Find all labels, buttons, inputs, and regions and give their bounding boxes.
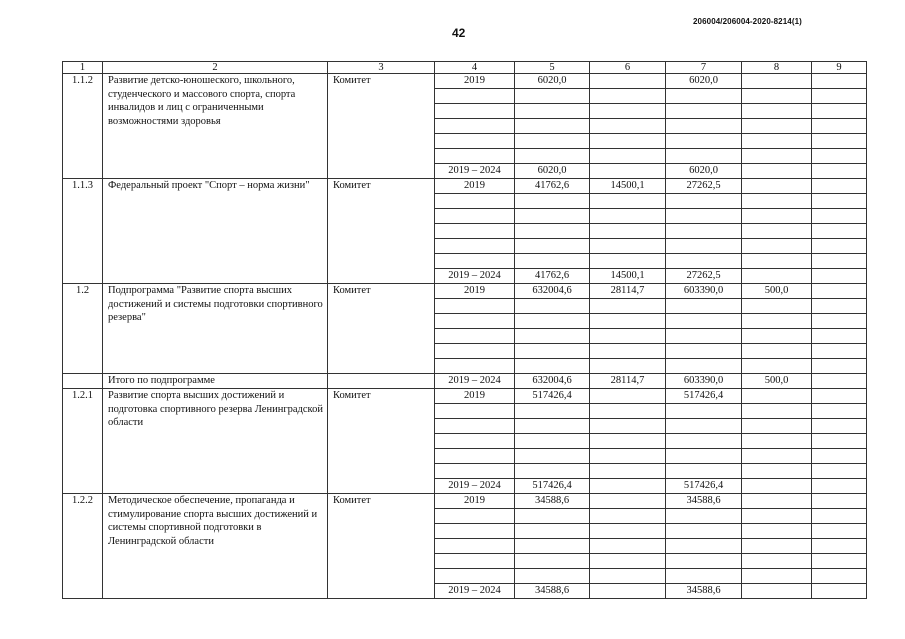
local-cell — [742, 74, 812, 89]
local-cell — [742, 224, 812, 239]
local-cell: 500,0 — [742, 374, 812, 389]
period-cell — [435, 254, 515, 269]
total-cell — [515, 464, 590, 479]
period-cell: 2019 — [435, 179, 515, 194]
local-cell — [742, 149, 812, 164]
local-cell — [742, 344, 812, 359]
local-cell — [742, 509, 812, 524]
regional-cell — [666, 434, 742, 449]
federal-cell — [590, 464, 666, 479]
item-name: Методическое обеспечение, пропаганда и стимулирование спорта высших достижений и системы спортивной подготовки в Ленинградской области — [103, 494, 328, 599]
total-cell — [515, 104, 590, 119]
item-name: Развитие спорта высших достижений и подготовка спортивного резерва Ленинградской области — [103, 389, 328, 494]
local-cell — [742, 314, 812, 329]
regional-cell — [666, 449, 742, 464]
other-cell — [812, 314, 867, 329]
total-cell — [515, 299, 590, 314]
total-cell — [515, 194, 590, 209]
total-cell: 632004,6 — [515, 374, 590, 389]
other-cell — [812, 239, 867, 254]
other-cell — [812, 284, 867, 299]
item-executor — [328, 374, 435, 389]
period-cell — [435, 449, 515, 464]
total-cell: 41762,6 — [515, 179, 590, 194]
federal-cell: 28114,7 — [590, 374, 666, 389]
regional-cell — [666, 299, 742, 314]
period-cell: 2019 — [435, 74, 515, 89]
federal-cell — [590, 119, 666, 134]
other-cell — [812, 224, 867, 239]
other-cell — [812, 134, 867, 149]
other-cell — [812, 404, 867, 419]
regional-cell — [666, 554, 742, 569]
regional-cell — [666, 209, 742, 224]
item-number: 1.1.3 — [63, 179, 103, 284]
other-cell — [812, 524, 867, 539]
local-cell — [742, 134, 812, 149]
federal-cell: 28114,7 — [590, 284, 666, 299]
total-cell: 632004,6 — [515, 284, 590, 299]
local-cell — [742, 179, 812, 194]
total-cell — [515, 119, 590, 134]
other-cell — [812, 89, 867, 104]
federal-cell — [590, 314, 666, 329]
local-cell — [742, 254, 812, 269]
column-header: 9 — [812, 62, 867, 74]
local-cell — [742, 539, 812, 554]
total-cell — [515, 314, 590, 329]
regional-cell: 6020,0 — [666, 164, 742, 179]
period-cell — [435, 299, 515, 314]
period-cell: 2019 – 2024 — [435, 164, 515, 179]
total-cell — [515, 344, 590, 359]
regional-cell — [666, 464, 742, 479]
column-header: 3 — [328, 62, 435, 74]
period-cell — [435, 344, 515, 359]
total-cell — [515, 569, 590, 584]
local-cell — [742, 434, 812, 449]
other-cell — [812, 374, 867, 389]
regional-cell — [666, 134, 742, 149]
total-cell — [515, 524, 590, 539]
local-cell — [742, 554, 812, 569]
total-cell — [515, 329, 590, 344]
local-cell: 500,0 — [742, 284, 812, 299]
total-cell: 34588,6 — [515, 584, 590, 599]
item-executor: Комитет — [328, 179, 435, 284]
period-cell: 2019 — [435, 494, 515, 509]
total-cell — [515, 539, 590, 554]
total-cell — [515, 434, 590, 449]
federal-cell — [590, 479, 666, 494]
regional-cell: 34588,6 — [666, 494, 742, 509]
federal-cell — [590, 224, 666, 239]
local-cell — [742, 389, 812, 404]
period-cell — [435, 359, 515, 374]
total-cell — [515, 134, 590, 149]
item-number: 1.2.1 — [63, 389, 103, 494]
federal-cell — [590, 134, 666, 149]
column-header: 2 — [103, 62, 328, 74]
table-row — [63, 74, 867, 89]
item-number: 1.2 — [63, 284, 103, 374]
other-cell — [812, 149, 867, 164]
table-row — [63, 284, 867, 299]
other-cell — [812, 464, 867, 479]
item-number — [63, 374, 103, 389]
other-cell — [812, 119, 867, 134]
regional-cell — [666, 569, 742, 584]
other-cell — [812, 494, 867, 509]
other-cell — [812, 434, 867, 449]
column-header: 5 — [515, 62, 590, 74]
federal-cell — [590, 89, 666, 104]
period-cell — [435, 524, 515, 539]
item-executor: Комитет — [328, 494, 435, 599]
other-cell — [812, 209, 867, 224]
other-cell — [812, 344, 867, 359]
table-row — [63, 374, 867, 389]
regional-cell: 603390,0 — [666, 284, 742, 299]
other-cell — [812, 269, 867, 284]
regional-cell: 517426,4 — [666, 389, 742, 404]
period-cell — [435, 509, 515, 524]
total-cell — [515, 149, 590, 164]
regional-cell — [666, 254, 742, 269]
period-cell — [435, 329, 515, 344]
period-cell — [435, 554, 515, 569]
federal-cell — [590, 524, 666, 539]
local-cell — [742, 299, 812, 314]
other-cell — [812, 479, 867, 494]
period-cell — [435, 119, 515, 134]
local-cell — [742, 494, 812, 509]
local-cell — [742, 239, 812, 254]
other-cell — [812, 509, 867, 524]
other-cell — [812, 419, 867, 434]
period-cell — [435, 194, 515, 209]
federal-cell — [590, 539, 666, 554]
total-cell: 41762,6 — [515, 269, 590, 284]
column-header: 7 — [666, 62, 742, 74]
federal-cell — [590, 329, 666, 344]
item-number: 1.2.2 — [63, 494, 103, 599]
local-cell — [742, 329, 812, 344]
period-cell — [435, 209, 515, 224]
local-cell — [742, 104, 812, 119]
other-cell — [812, 179, 867, 194]
period-cell — [435, 404, 515, 419]
regional-cell: 27262,5 — [666, 269, 742, 284]
regional-cell — [666, 359, 742, 374]
federal-cell — [590, 494, 666, 509]
total-cell: 6020,0 — [515, 74, 590, 89]
total-cell: 34588,6 — [515, 494, 590, 509]
column-header: 8 — [742, 62, 812, 74]
regional-cell: 517426,4 — [666, 479, 742, 494]
total-cell: 517426,4 — [515, 479, 590, 494]
total-cell — [515, 359, 590, 374]
federal-cell — [590, 569, 666, 584]
item-name: Итого по подпрограмме — [103, 374, 328, 389]
other-cell — [812, 254, 867, 269]
period-cell — [435, 239, 515, 254]
local-cell — [742, 449, 812, 464]
column-header: 1 — [63, 62, 103, 74]
column-number-row — [63, 62, 867, 74]
total-cell — [515, 449, 590, 464]
period-cell: 2019 — [435, 389, 515, 404]
program-table — [62, 61, 867, 599]
total-cell — [515, 419, 590, 434]
local-cell — [742, 269, 812, 284]
total-cell: 517426,4 — [515, 389, 590, 404]
federal-cell — [590, 404, 666, 419]
federal-cell — [590, 554, 666, 569]
period-cell — [435, 134, 515, 149]
federal-cell — [590, 509, 666, 524]
local-cell — [742, 359, 812, 374]
other-cell — [812, 329, 867, 344]
federal-cell: 14500,1 — [590, 179, 666, 194]
other-cell — [812, 554, 867, 569]
total-cell — [515, 239, 590, 254]
other-cell — [812, 74, 867, 89]
federal-cell — [590, 434, 666, 449]
regional-cell: 6020,0 — [666, 74, 742, 89]
total-cell — [515, 209, 590, 224]
regional-cell — [666, 314, 742, 329]
item-executor: Комитет — [328, 389, 435, 494]
local-cell — [742, 404, 812, 419]
federal-cell — [590, 299, 666, 314]
local-cell — [742, 119, 812, 134]
other-cell — [812, 584, 867, 599]
federal-cell — [590, 359, 666, 374]
regional-cell — [666, 419, 742, 434]
regional-cell — [666, 344, 742, 359]
total-cell — [515, 89, 590, 104]
period-cell: 2019 – 2024 — [435, 479, 515, 494]
federal-cell — [590, 449, 666, 464]
federal-cell — [590, 254, 666, 269]
total-cell — [515, 254, 590, 269]
period-cell — [435, 419, 515, 434]
period-cell: 2019 — [435, 284, 515, 299]
other-cell — [812, 194, 867, 209]
regional-cell — [666, 89, 742, 104]
local-cell — [742, 479, 812, 494]
local-cell — [742, 584, 812, 599]
regional-cell — [666, 194, 742, 209]
regional-cell: 27262,5 — [666, 179, 742, 194]
local-cell — [742, 194, 812, 209]
table-body — [63, 74, 867, 599]
other-cell — [812, 389, 867, 404]
federal-cell — [590, 74, 666, 89]
federal-cell — [590, 344, 666, 359]
local-cell — [742, 464, 812, 479]
regional-cell — [666, 404, 742, 419]
period-cell — [435, 569, 515, 584]
other-cell — [812, 449, 867, 464]
federal-cell — [590, 104, 666, 119]
other-cell — [812, 539, 867, 554]
federal-cell — [590, 239, 666, 254]
total-cell — [515, 509, 590, 524]
local-cell — [742, 209, 812, 224]
total-cell — [515, 554, 590, 569]
other-cell — [812, 299, 867, 314]
item-executor: Комитет — [328, 284, 435, 374]
period-cell — [435, 434, 515, 449]
item-name: Развитие детско-юношеского, школьного, студенческого и массового спорта, спорта инвалидов и лиц с ограниченными возможностями здоровья — [103, 74, 328, 179]
federal-cell — [590, 419, 666, 434]
regional-cell — [666, 509, 742, 524]
regional-cell: 603390,0 — [666, 374, 742, 389]
regional-cell — [666, 149, 742, 164]
document-id: 206004/206004-2020-8214(1) — [693, 17, 802, 26]
table-row — [63, 494, 867, 509]
other-cell — [812, 104, 867, 119]
period-cell — [435, 104, 515, 119]
period-cell — [435, 224, 515, 239]
column-header: 6 — [590, 62, 666, 74]
period-cell — [435, 149, 515, 164]
total-cell — [515, 224, 590, 239]
regional-cell — [666, 539, 742, 554]
other-cell — [812, 164, 867, 179]
item-number: 1.1.2 — [63, 74, 103, 179]
regional-cell — [666, 104, 742, 119]
other-cell — [812, 359, 867, 374]
item-executor: Комитет — [328, 74, 435, 179]
table-row — [63, 179, 867, 194]
period-cell — [435, 314, 515, 329]
column-header: 4 — [435, 62, 515, 74]
page-number: 42 — [452, 26, 466, 40]
federal-cell — [590, 584, 666, 599]
regional-cell — [666, 329, 742, 344]
item-name: Подпрограмма "Развитие спорта высших достижений и системы подготовки спортивного резерва" — [103, 284, 328, 374]
table-row — [63, 389, 867, 404]
period-cell: 2019 – 2024 — [435, 374, 515, 389]
local-cell — [742, 89, 812, 104]
local-cell — [742, 164, 812, 179]
regional-cell — [666, 224, 742, 239]
local-cell — [742, 419, 812, 434]
local-cell — [742, 524, 812, 539]
federal-cell — [590, 149, 666, 164]
period-cell — [435, 464, 515, 479]
other-cell — [812, 569, 867, 584]
total-cell — [515, 404, 590, 419]
federal-cell: 14500,1 — [590, 269, 666, 284]
regional-cell: 34588,6 — [666, 584, 742, 599]
regional-cell — [666, 119, 742, 134]
total-cell: 6020,0 — [515, 164, 590, 179]
federal-cell — [590, 209, 666, 224]
period-cell — [435, 89, 515, 104]
period-cell — [435, 539, 515, 554]
local-cell — [742, 569, 812, 584]
federal-cell — [590, 389, 666, 404]
item-name: Федеральный проект "Спорт – норма жизни" — [103, 179, 328, 284]
period-cell: 2019 – 2024 — [435, 584, 515, 599]
federal-cell — [590, 164, 666, 179]
regional-cell — [666, 524, 742, 539]
period-cell: 2019 – 2024 — [435, 269, 515, 284]
regional-cell — [666, 239, 742, 254]
federal-cell — [590, 194, 666, 209]
